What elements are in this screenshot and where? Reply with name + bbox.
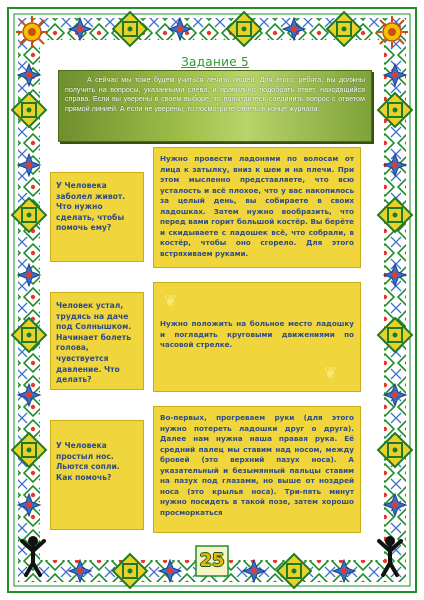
- page-number: 25: [199, 550, 225, 571]
- question-card-1[interactable]: [50, 172, 144, 262]
- answer-text-1: Нужно провести ладонями по волосам от лица к затылку, вниз к шеи и на плечи. При этом мысленно представляете, что всю усталость и всё плохое, что у вас накопилось за целый день, вы собираете в своих ладошках. Затем нужно вообразить, что перед вами горит большой костёр. Вы берёте и скидываете с ладошек всё, что собрали, в костёр, чтобы оно сгорело. Для этого встряхиваем руками.: [160, 154, 354, 258]
- question-text-2: Человек устал, трудясь на даче под Солнышком. Начинает болеть голова, чувствуется давление. Что делать?: [56, 301, 132, 385]
- answer-card-3[interactable]: [153, 406, 361, 533]
- leaf-ornament: ❦: [164, 293, 178, 310]
- answer-card-1[interactable]: [153, 147, 361, 268]
- intro-text: А сейчас мы тоже будем учиться лечить людей. Для этого, ребята, вы должны получить на вопросы, указанными слева, и правильно подобрать ответ, находящийся справа. Если вы уверены в своем выборе, то попытайтесь соединить вопрос с ответом прямой линией. А если не уверены, то посмотрите ответы в конце журнала.: [65, 75, 365, 113]
- question-card-3[interactable]: [50, 420, 144, 530]
- task-title: Задание 5: [181, 55, 249, 69]
- question-text-3: У Человека простыл нос. Льются сопли. Как помочь?: [56, 441, 120, 482]
- leaf-ornament: ❦: [324, 365, 338, 382]
- answer-card-2[interactable]: [153, 282, 361, 392]
- answer-text-2: Нужно положить на больное место ладошку и погладить круговыми движениями по часовой стрелке.: [160, 319, 354, 349]
- intro-panel: [58, 70, 372, 142]
- question-text-1: У Человека заболел живот. Что нужно сделать, чтобы помочь ему?: [56, 181, 126, 233]
- answer-text-3: Во-первых, прогреваем руки (для этого нужно потереть ладошки друг о друга). Далее нам нужна наша правая рука. Её средний палец мы ставим над носом, между бровей (это верхний пазух носа). А указательный и безымянный пальцы ставим на пазух под глазами, но выше от ноздрей носа (это крылья носа). Три-пять минут нужно посидеть в такой позе, затем хорошо просморкаться: [160, 413, 354, 517]
- question-card-2[interactable]: [50, 292, 144, 390]
